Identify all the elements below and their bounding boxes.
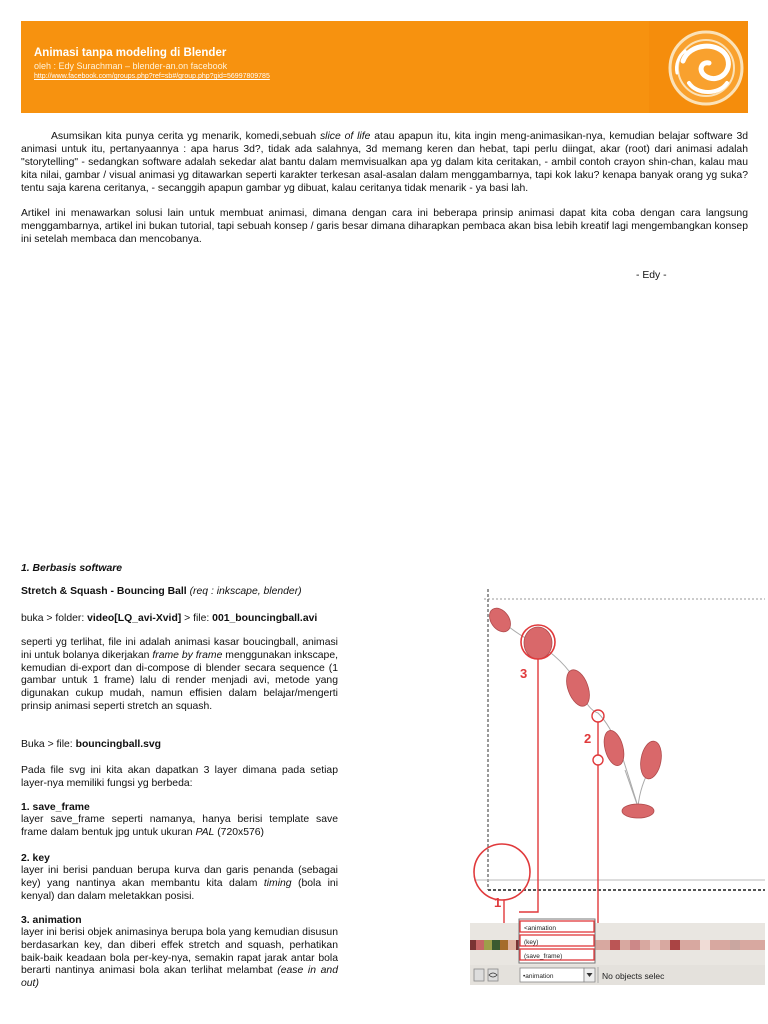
- palette-swatch: [610, 940, 620, 950]
- layer-text: (720x576): [214, 826, 264, 838]
- palette-swatch: [508, 940, 516, 950]
- layer-text: layer ini berisi panduan berupa kurva dan garis penanda (sebagai key) yang nantinya akan membantu kita dalam: [21, 865, 338, 889]
- palette-swatch: [484, 940, 492, 950]
- ball-2: [524, 627, 552, 659]
- palette-swatch: [730, 940, 740, 950]
- folder-name: video[LQ_avi-Xvid]: [87, 613, 182, 624]
- lock-toggle: [474, 969, 484, 981]
- description-text: seperti yg terlihat, file ini adalah animasi kasar boucingball, animasi ini untuk bolanya dikerjakan: [21, 637, 338, 661]
- layer-emphasis: PAL: [195, 826, 215, 838]
- current-layer-name[interactable]: •animation: [523, 973, 554, 980]
- layer-heading-animation: 3. animation: [21, 915, 82, 926]
- instruction-text: > file:: [181, 613, 213, 624]
- intro-emphasis: slice of life: [319, 131, 371, 142]
- svg-file-name: bouncingball.svg: [75, 739, 162, 750]
- subsection-heading: [21, 586, 302, 597]
- instruction-text: buka > folder:: [21, 613, 88, 624]
- intro-text: atau apapun itu, kita ingin meng-animasikan-nya, kemudian belajar software 3d animasi untuk itu, pertanyaannya : apa harus 3d?, tidak ada salahnya, 3d memang keren dan hebat, tapi perlu diingat, akar (root) dari animasi adalah "storytelling" - sedangkan software adalah sekedar alat bantu dalam memvisualkan apa yg dalam kita ceritakan, - ambil contoh crayon shin-chan, kalau mau kita nilai, gambar / visual animasi yg ditawarkan seperti karakter terkesan asal-asalan dalam menggambarnya, tapi kok laku? kenapa banyak orang yg suka? tentu saja karena ceritanya, - secanggih apapun gambar yg dibuat, kalau ceritanya tidak menarik - ya basi lah.: [21, 131, 749, 194]
- layer-emphasis: timing: [263, 877, 292, 889]
- palette-swatch: [500, 940, 508, 950]
- author-line: oleh : Edy Surachman – blender-an.on facebook: [34, 61, 228, 71]
- intro-paragraph-1: [21, 130, 748, 195]
- description-paragraph: [21, 637, 338, 714]
- inkscape-screenshot-figure: [470, 585, 765, 985]
- header-banner: [21, 21, 748, 113]
- layer-item-animation[interactable]: <animation: [524, 925, 556, 932]
- folder-instruction: [21, 613, 338, 626]
- palette-swatch: [700, 940, 710, 950]
- palette-swatch: [650, 940, 660, 950]
- ball-6: [622, 804, 654, 818]
- intro-text: Asumsikan kita punya cerita yg menarik, komedi,sebuah: [51, 131, 320, 142]
- layer-body-save-frame: [21, 814, 338, 840]
- palette-swatch: [670, 940, 680, 950]
- layer-heading-key: 2. key: [21, 853, 50, 864]
- layer-body-animation: [21, 927, 338, 991]
- layer-emphasis: (ease in and out): [21, 965, 338, 990]
- layers-intro: Pada file svg ini kita akan dapatkan 3 layer dimana pada setiap layer-nya memiliki fungsi yg berbeda:: [21, 765, 338, 789]
- document-title: Animasi tanpa modeling di Blender: [34, 47, 227, 59]
- author-signature: - Edy -: [636, 270, 667, 281]
- swirl-logo-icon: [649, 21, 748, 113]
- description-text: menggunakan inkscape, kemudian di-export dan di-compose di blender secara sequence (1 gambar untuk 1 frame) lalu di render menjadi avi, metode yang digunakan cukup mudah, namun effisien dalam belajar/mengerti prinsip animasi seperti stretch an squash.: [21, 649, 339, 712]
- key-label-1: 1: [494, 895, 502, 910]
- section-heading: 1. Berbasis software: [21, 563, 123, 574]
- layer-text: layer ini berisi objek animasinya berupa bola yang kemudian disusun berdasarkan key, dan diberi effek stretch and squash, perhatikan baik-baik keadaan bola per-key-nya, semakin rapat jarak antar bola berarti nantinya animasi bola akan terlihat melambat: [21, 927, 338, 977]
- layer-heading-save-frame: 1. save_frame: [21, 802, 90, 813]
- layer-body-key: [21, 865, 338, 903]
- instruction-text: Buka > file:: [21, 739, 76, 750]
- intro-paragraph-2: Artikel ini menawarkan solusi lain untuk membuat animasi, dimana dengan cara ini beberapa prinsip animasi dapat kita coba dengan cara langsung menggambarnya, artikel ini bukan tutorial, tapi sebuah konsep / garis besar dimana diharapkan pembaca akan bisa lebih kreatif lagi mengembangkan konsep ini setelah membaca dan mencobanya.: [21, 208, 748, 245]
- requirements-note: (req : inkscape, blender): [189, 586, 302, 597]
- palette-swatch: [492, 940, 500, 950]
- file-name: 001_bouncingball.avi: [212, 613, 318, 624]
- layer-item-key[interactable]: (key): [524, 939, 539, 946]
- description-emphasis: frame by frame: [152, 649, 223, 661]
- layer-text: (bola ini kenyal) dan dalam meletakkan posisi.: [21, 877, 339, 902]
- key-label-3: 3: [520, 666, 528, 681]
- facebook-group-link[interactable]: http://www.facebook.com/groups.php?ref=sb#/group.php?gid=56997809785: [34, 73, 270, 80]
- status-message: No objects selec: [602, 971, 665, 981]
- key-label-2: 2: [584, 731, 592, 746]
- layer-text: layer save_frame seperti namanya, hanya berisi template save frame dalam bentuk jpg untuk ukuran: [21, 814, 338, 838]
- palette-swatch: [476, 940, 484, 950]
- subsection-title: Stretch & Squash - Bouncing Ball: [21, 586, 187, 597]
- file-instruction: [21, 739, 338, 752]
- palette-swatch: [630, 940, 640, 950]
- layer-item-save-frame[interactable]: (save_frame): [524, 953, 563, 960]
